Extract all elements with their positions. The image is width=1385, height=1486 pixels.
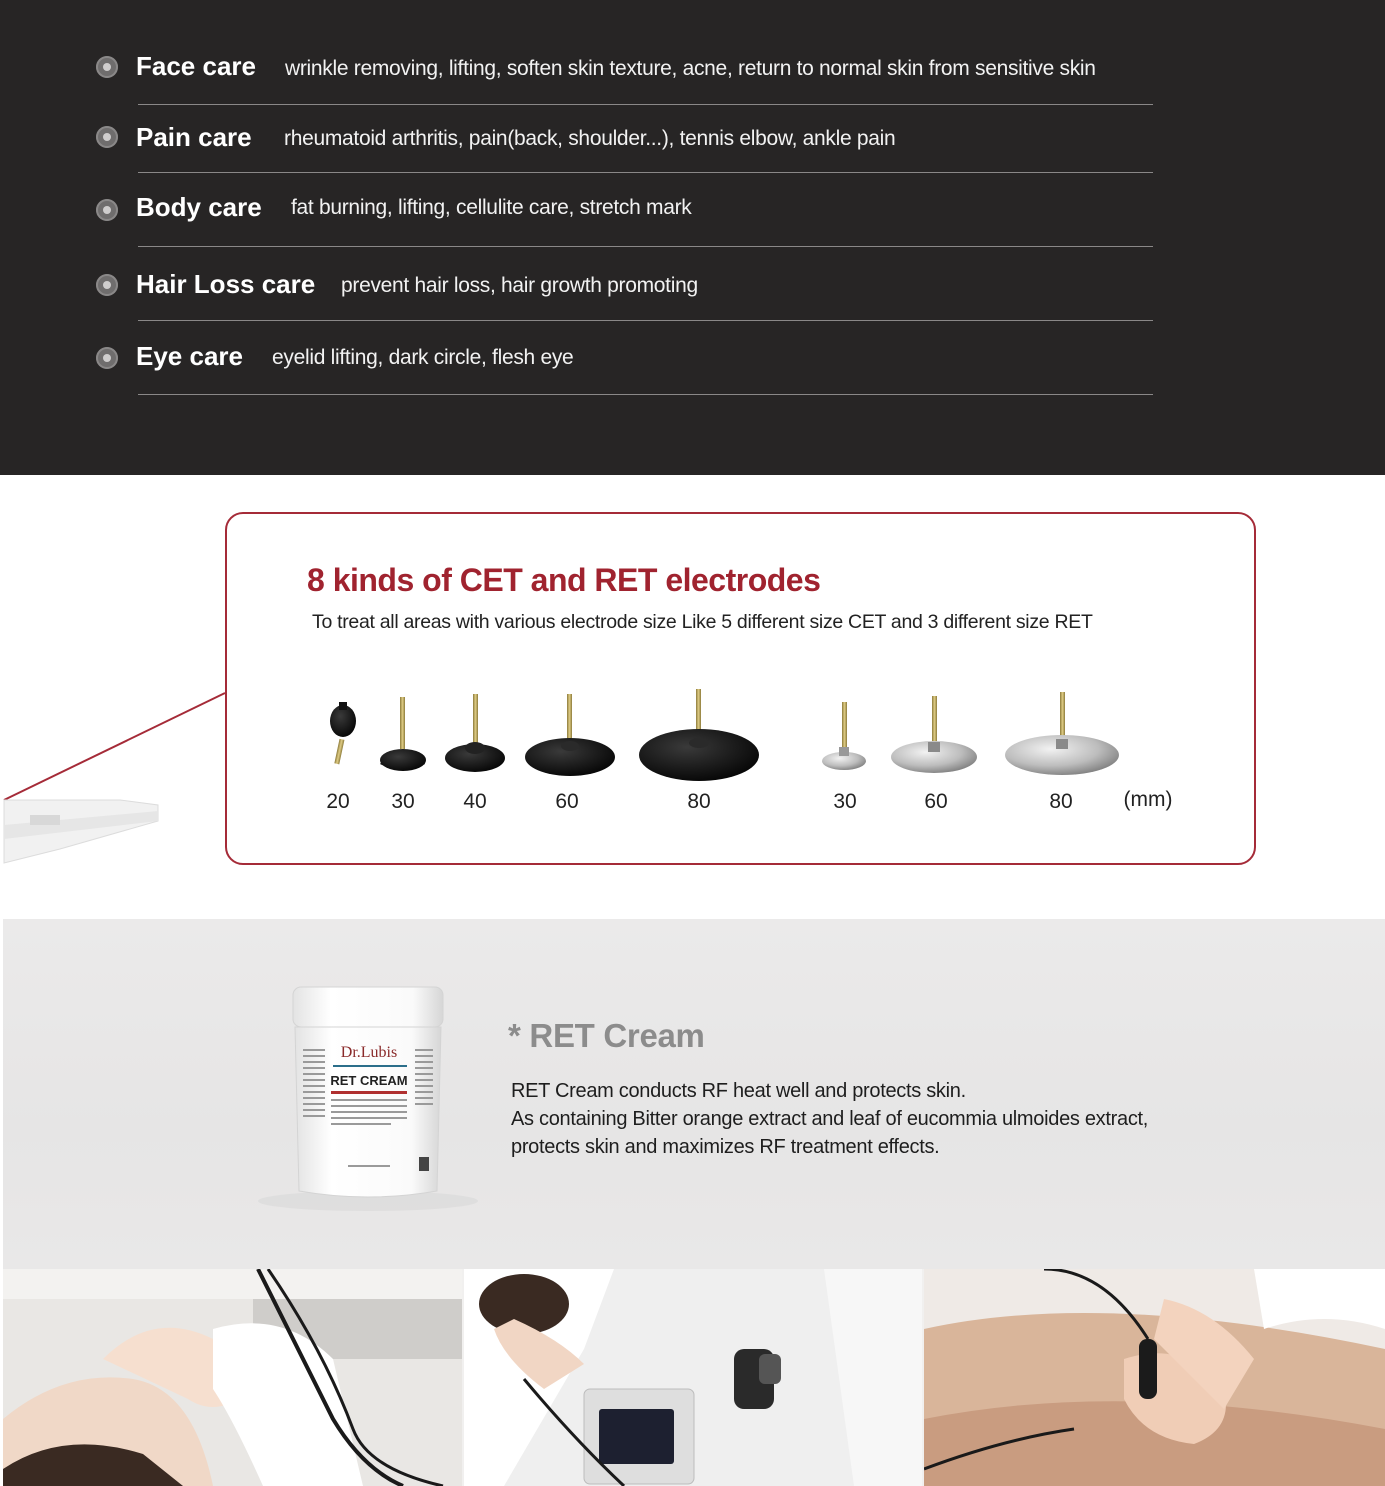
electrodes-section	[0, 475, 1385, 919]
cet-electrode-20	[330, 702, 356, 764]
body-treatment-photo	[924, 1269, 1385, 1486]
cet-electrode-60	[525, 694, 615, 776]
divider	[138, 394, 1153, 395]
cet-size-label: 30	[391, 790, 415, 813]
care-title: Eye care	[136, 341, 243, 371]
care-title: Body care	[136, 192, 262, 222]
bullet-icon	[96, 56, 118, 78]
care-title: Face care	[136, 51, 256, 81]
ret-electrode-80	[1005, 692, 1119, 775]
care-title: Pain care	[136, 122, 252, 152]
cet-electrode-80	[639, 689, 759, 781]
device-operation-photo	[464, 1269, 922, 1486]
care-description: wrinkle removing, lifting, soften skin texture, acne, return to normal skin from sensitive skin	[285, 57, 1096, 80]
cet-size-label: 20	[326, 790, 350, 813]
unit-label: (mm)	[1123, 788, 1173, 811]
care-description: rheumatoid arthritis, pain(back, shoulder...), tennis elbow, ankle pain	[284, 127, 896, 150]
bullet-icon	[96, 274, 118, 296]
care-description: prevent hair loss, hair growth promoting	[341, 274, 698, 297]
care-title: Hair Loss care	[136, 269, 316, 299]
electrodes-subtitle: To treat all areas with various electrode size Like 5 different size CET and 3 different size RET	[312, 611, 1093, 633]
device-tray-image	[0, 625, 230, 885]
ret-size-label: 80	[1049, 790, 1073, 813]
divider	[138, 320, 1153, 321]
care-list-section	[0, 0, 1385, 475]
jar-brand-text: Dr.Lubis	[340, 1044, 398, 1061]
ret-electrode-30	[822, 702, 866, 770]
ret-cream-jar-image	[253, 979, 493, 1219]
jar-label-text: RET CREAM	[330, 1073, 408, 1088]
divider	[138, 104, 1153, 105]
cet-size-label: 80	[687, 790, 711, 813]
cet-electrode-40	[445, 694, 505, 772]
divider	[138, 172, 1153, 173]
treatment-photos	[3, 1269, 1385, 1486]
ret-cream-description	[511, 1077, 1148, 1161]
ret-size-label: 60	[924, 790, 948, 813]
electrodes-card	[225, 512, 1256, 865]
electrodes-illustration	[227, 514, 1258, 867]
bullet-icon	[96, 347, 118, 369]
ret-cream-line: RET Cream conducts RF heat well and protects skin.	[511, 1080, 966, 1102]
ret-electrode-60	[891, 696, 977, 773]
electrodes-title: 8 kinds of CET and RET electrodes	[307, 562, 821, 598]
ret-cream-line: protects skin and maximizes RF treatment effects.	[511, 1136, 940, 1158]
ret-cream-line: As containing Bitter orange extract and leaf of eucommia ulmoides extract,	[511, 1108, 1149, 1130]
cet-electrode-30	[380, 697, 426, 771]
face-treatment-photo	[3, 1269, 462, 1486]
cet-size-label: 60	[555, 790, 579, 813]
care-description: eyelid lifting, dark circle, flesh eye	[272, 346, 574, 369]
bullet-icon	[96, 126, 118, 148]
ret-cream-section	[3, 919, 1385, 1269]
bullet-icon	[96, 199, 118, 221]
divider	[138, 246, 1153, 247]
cet-size-label: 40	[463, 790, 487, 813]
care-description: fat burning, lifting, cellulite care, stretch mark	[291, 196, 692, 219]
ret-size-label: 30	[833, 790, 857, 813]
ret-cream-title: * RET Cream	[508, 1017, 705, 1054]
